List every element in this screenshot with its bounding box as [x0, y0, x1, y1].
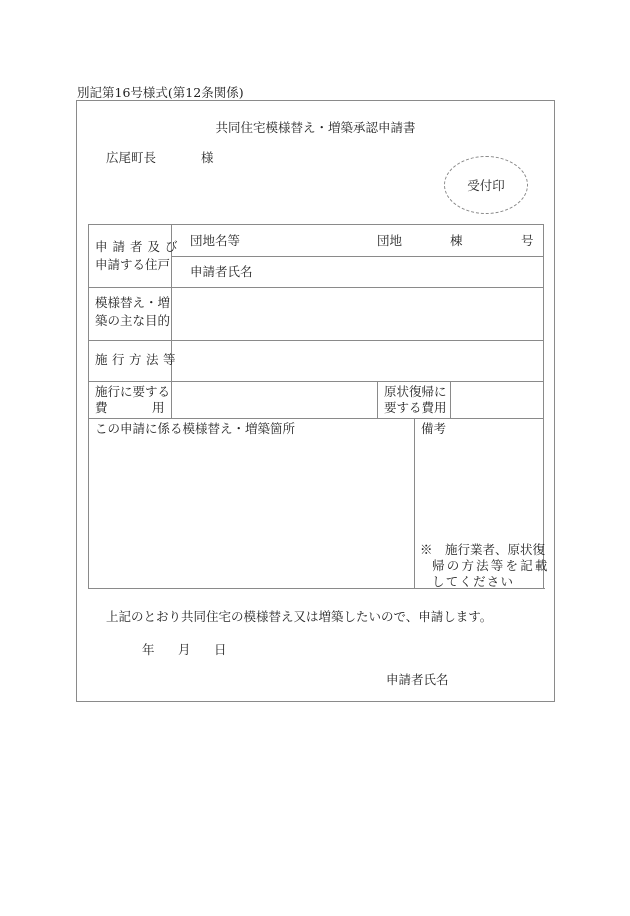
table-divider [171, 256, 544, 257]
date-month-label: 月 [178, 642, 191, 657]
remarks-label: 備考 [421, 421, 447, 436]
table-border-top [88, 224, 544, 225]
complex-unit-label: 団地 [377, 233, 403, 248]
restoration-cost-field[interactable] [456, 386, 538, 414]
method-field[interactable] [178, 346, 538, 376]
application-statement: 上記のとおり共同住宅の模様替え又は増築したいので、申請します。 [106, 609, 493, 624]
restoration-cost-label-line1: 原状復帰に [384, 384, 447, 399]
method-label: 施行方法等 [95, 352, 181, 367]
purpose-label-line1: 模様替え・増 [95, 295, 171, 310]
location-label: この申請に係る模様替え・増築箇所 [95, 421, 296, 436]
date-year-label: 年 [142, 642, 155, 657]
building-unit-label: 棟 [450, 233, 463, 248]
table-remarks-divider [414, 418, 415, 589]
cost-field[interactable] [178, 386, 371, 414]
table-divider [88, 340, 544, 341]
table-divider [88, 418, 544, 419]
applicant-label-line1: 申請者及び [95, 239, 183, 254]
date-day-label: 日 [214, 642, 227, 657]
cost-label-line1: 施行に要する [95, 384, 171, 399]
purpose-label-line2: 築の主な目的 [95, 313, 171, 328]
reception-stamp-area [444, 156, 528, 214]
remarks-note-line1: ※ 施行業者、原状復 [420, 542, 546, 557]
document-title: 共同住宅模様替え・増築承認申請書 [215, 120, 416, 135]
restoration-cost-label-line2: 要する費用 [384, 400, 447, 415]
location-field[interactable] [95, 442, 407, 582]
table-cost-divider [377, 381, 378, 418]
complex-name-label: 団地名等 [190, 233, 241, 248]
addressee: 広尾町長 [106, 150, 157, 165]
number-unit-label: 号 [521, 233, 534, 248]
remarks-note-line3: してください [432, 574, 515, 589]
table-cost-divider [450, 381, 451, 418]
form-number: 別記第16号様式(第12条関係) [77, 85, 244, 100]
table-divider [88, 381, 544, 382]
applicant-label-line2: 申請する住戸 [95, 257, 171, 272]
cost-label-line2-left: 費 [95, 400, 108, 415]
applicant-name-label: 申請者氏名 [190, 264, 253, 279]
table-divider [88, 287, 544, 288]
table-border-left [88, 224, 89, 589]
honorific: 様 [201, 150, 214, 165]
reception-stamp-label: 受付印 [467, 178, 505, 193]
purpose-field[interactable] [178, 294, 538, 334]
cost-label-line2-right: 用 [152, 400, 165, 415]
signature-label: 申請者氏名 [386, 672, 449, 687]
table-border-right [543, 224, 544, 589]
remarks-note-line2: 帰の方法等を記載 [432, 558, 550, 573]
